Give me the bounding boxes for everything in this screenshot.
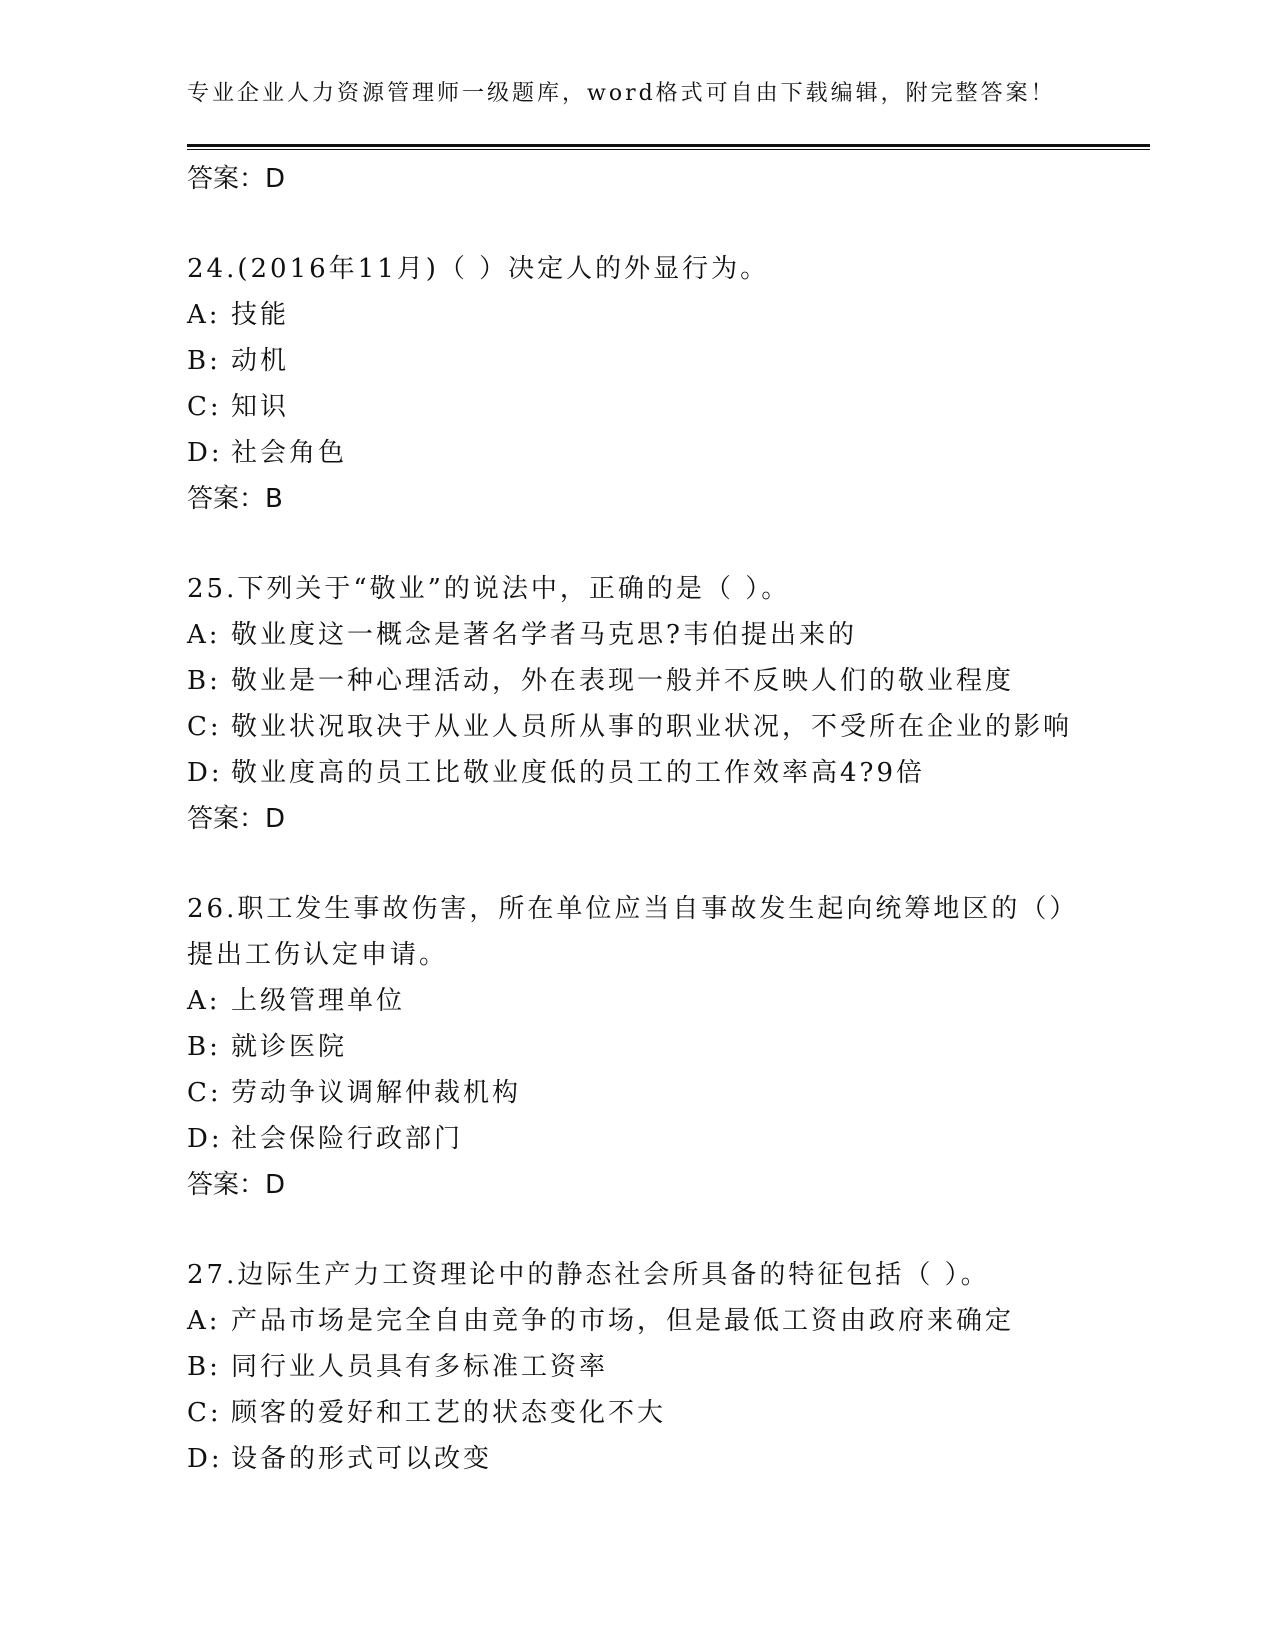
option-text: 知识 [231, 392, 290, 422]
option-letter: B: [187, 1352, 221, 1382]
option-c [187, 704, 1150, 750]
option-d [187, 1116, 1150, 1162]
header-divider [187, 144, 1150, 150]
option-letter: D: [187, 1444, 223, 1474]
option-letter: D: [187, 758, 223, 788]
option-letter: A: [187, 300, 221, 330]
option-text: 劳动争议调解仲裁机构 [231, 1078, 522, 1108]
spacer [187, 1208, 1150, 1252]
question-stem: 25.下列关于“敬业”的说法中，正确的是（ ）。 [187, 574, 791, 604]
option-letter: C: [187, 1398, 222, 1428]
option-text: 就诊医院 [231, 1032, 348, 1062]
option-letter: B: [187, 1032, 221, 1062]
spacer [187, 842, 1150, 886]
option-letter: B: [187, 346, 221, 376]
option-letter: D: [187, 1124, 223, 1154]
option-b [187, 1024, 1150, 1070]
option-c [187, 384, 1150, 430]
option-letter: A: [187, 620, 221, 650]
question-list [187, 156, 1150, 1482]
option-b [187, 1344, 1150, 1390]
option-text: 同行业人员具有多标准工资率 [231, 1352, 609, 1382]
option-text: 动机 [231, 346, 290, 376]
option-text: 敬业状况取决于从业人员所从事的职业状况，不受所在企业的影响 [231, 712, 1073, 742]
option-d [187, 1436, 1150, 1482]
option-letter: D: [187, 438, 223, 468]
option-text: 技能 [231, 300, 290, 330]
spacer [187, 522, 1150, 566]
option-d [187, 750, 1150, 796]
question-stem: 27.边际生产力工资理论中的静态社会所具备的特征包括（ ）。 [187, 1260, 990, 1290]
option-text: 敬业是一种心理活动，外在表现一般并不反映人们的敬业程度 [231, 666, 1015, 696]
option-c [187, 1390, 1150, 1436]
answer-line: 答案：D [187, 804, 286, 834]
question-stem-continued: 提出工伤认定申请。 [187, 940, 449, 970]
option-b [187, 658, 1150, 704]
option-text: 社会角色 [231, 438, 348, 468]
option-a [187, 292, 1150, 338]
option-letter: C: [187, 392, 222, 422]
question-27 [187, 1252, 1150, 1482]
option-text: 敬业度高的员工比敬业度低的员工的工作效率高4?9倍 [231, 758, 926, 788]
option-text: 顾客的爱好和工艺的状态变化不大 [231, 1398, 667, 1428]
option-letter: C: [187, 712, 222, 742]
option-text: 社会保险行政部门 [231, 1124, 464, 1154]
option-letter: C: [187, 1078, 222, 1108]
question-stem: 24.(2016年11月)（ ）决定人的外显行为。 [187, 254, 770, 284]
option-letter: B: [187, 666, 221, 696]
option-d [187, 430, 1150, 476]
option-text: 上级管理单位 [231, 986, 406, 1016]
question-25 [187, 566, 1150, 842]
option-c [187, 1070, 1150, 1116]
option-letter: A: [187, 1306, 221, 1336]
answer-line: 答案：D [187, 164, 286, 194]
option-a [187, 978, 1150, 1024]
option-b [187, 338, 1150, 384]
option-a [187, 1298, 1150, 1344]
question-24 [187, 246, 1150, 522]
question-26 [187, 886, 1150, 1208]
option-text: 设备的形式可以改变 [231, 1444, 493, 1474]
page-header: 专业企业人力资源管理师一级题库，word格式可自由下载编辑，附完整答案！ [187, 81, 1056, 106]
answer-line: 答案：D [187, 1170, 286, 1200]
spacer [187, 202, 1150, 246]
answer-line: 答案：B [187, 484, 283, 514]
question-stem: 26.职工发生事故伤害，所在单位应当自事故发生起向统筹地区的（） [187, 894, 1079, 924]
option-a [187, 612, 1150, 658]
option-text: 敬业度这一概念是著名学者马克思?韦伯提出来的 [231, 620, 857, 650]
option-letter: A: [187, 986, 221, 1016]
option-text: 产品市场是完全自由竞争的市场，但是最低工资由政府来确定 [231, 1306, 1015, 1336]
